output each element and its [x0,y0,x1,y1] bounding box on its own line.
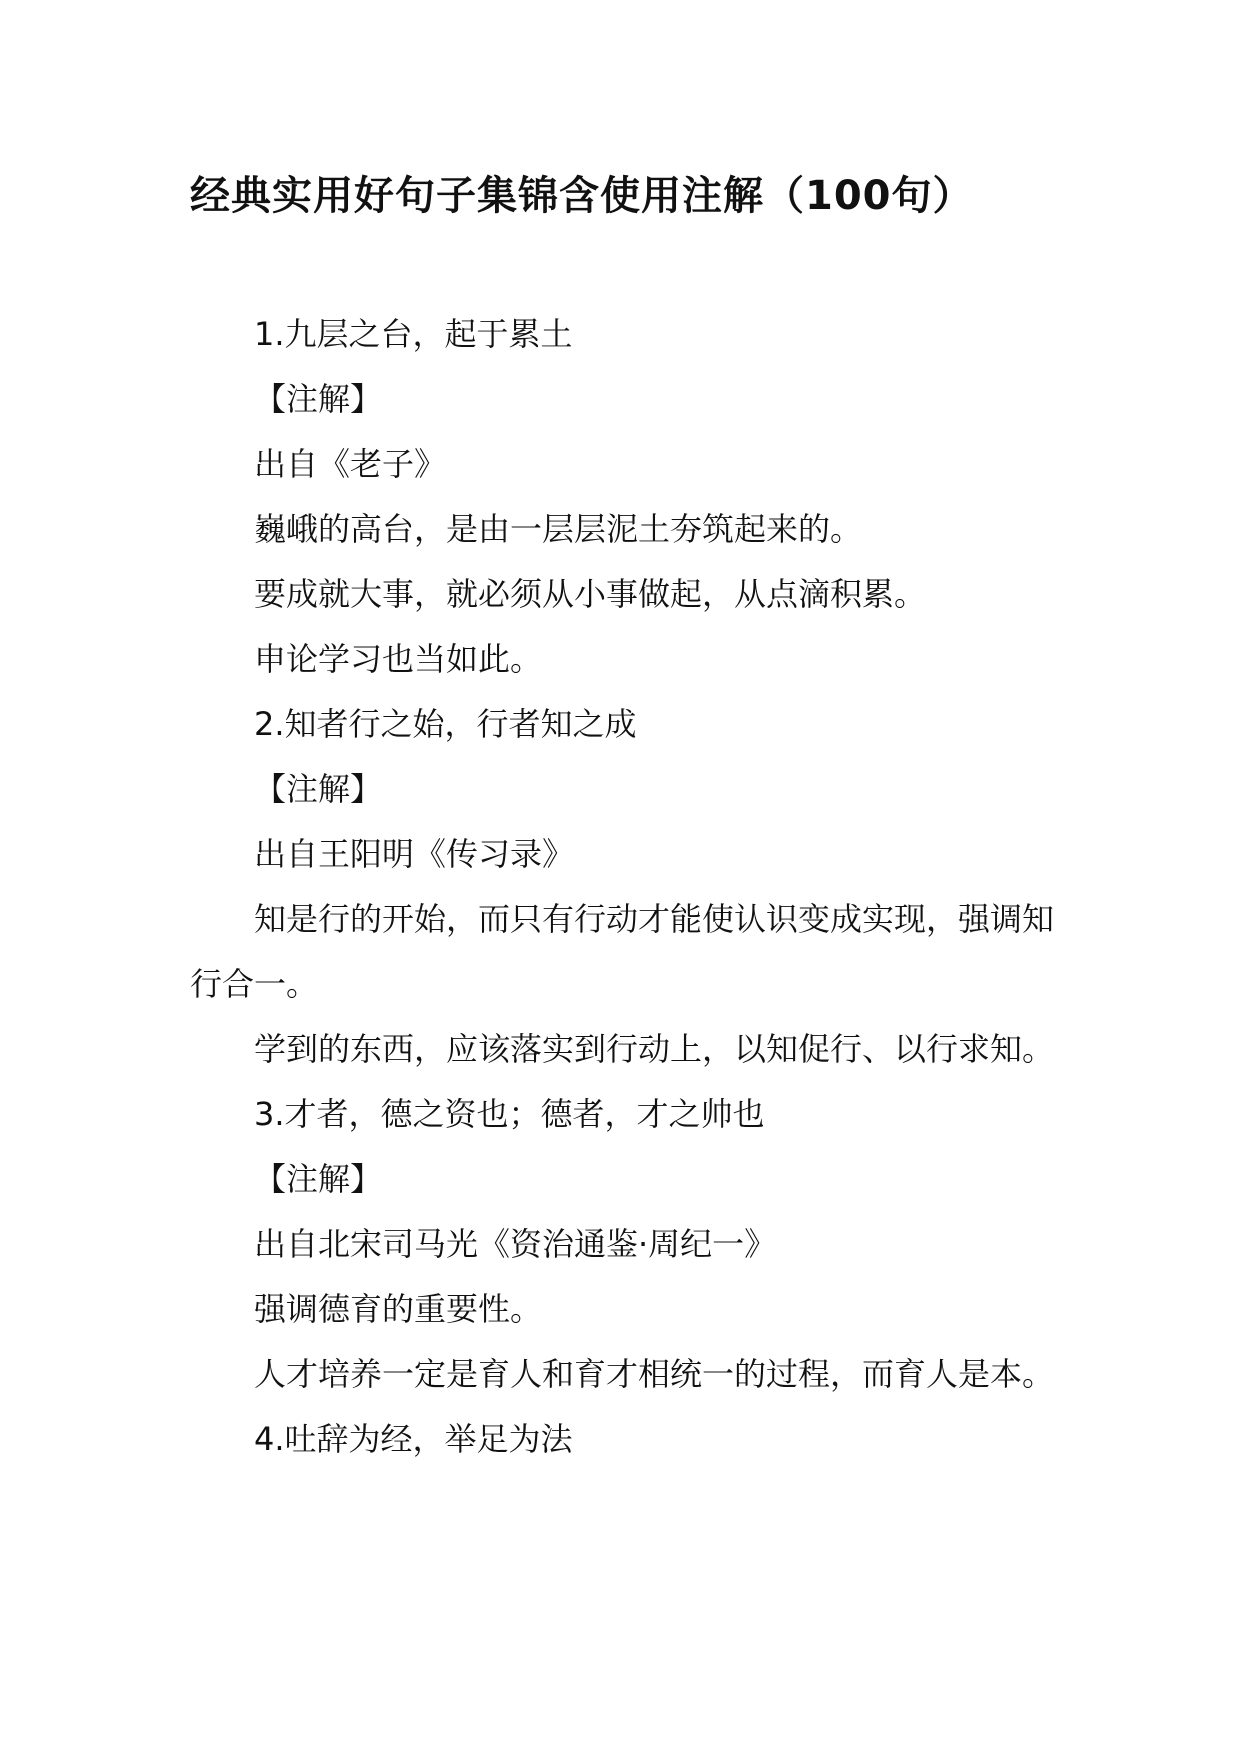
entry-source: 出自北宋司马光《资治通鉴·周纪一》 [254,1225,777,1263]
entry-paragraph: 人才培养一定是育人和育才相统一的过程，而育人是本。 [254,1355,1055,1393]
entry-paragraph: 申论学习也当如此。 [254,640,543,678]
entry-paragraph: 知是行的开始，而只有行动才能使认识变成实现，强调知行合一。 [190,900,1055,1003]
entry-heading: 3.才者，德之资也；德者，才之帅也 [254,1095,765,1133]
entry-heading: 2.知者行之始，行者知之成 [254,705,637,743]
entry-heading: 1.九层之台，起于累土 [254,315,573,353]
entry-source: 出自《老子》 [254,445,447,483]
entry-heading: 4.吐辞为经，举足为法 [254,1420,573,1458]
note-label: 【注解】 [254,380,383,418]
entry-source: 出自王阳明《传习录》 [254,835,575,873]
entry-paragraph: 巍峨的高台，是由一层层泥土夯筑起来的。 [254,510,863,548]
entry-paragraph: 强调德育的重要性。 [254,1290,543,1328]
note-label: 【注解】 [254,1160,383,1198]
entry-paragraph: 要成就大事，就必须从小事做起，从点滴积累。 [254,575,927,613]
note-label: 【注解】 [254,770,383,808]
document-body [190,302,1056,1472]
page-title: 经典实用好句子集锦含使用注解（100句） [190,173,974,219]
entry-paragraph: 学到的东西，应该落实到行动上，以知促行、以行求知。 [254,1030,1055,1068]
